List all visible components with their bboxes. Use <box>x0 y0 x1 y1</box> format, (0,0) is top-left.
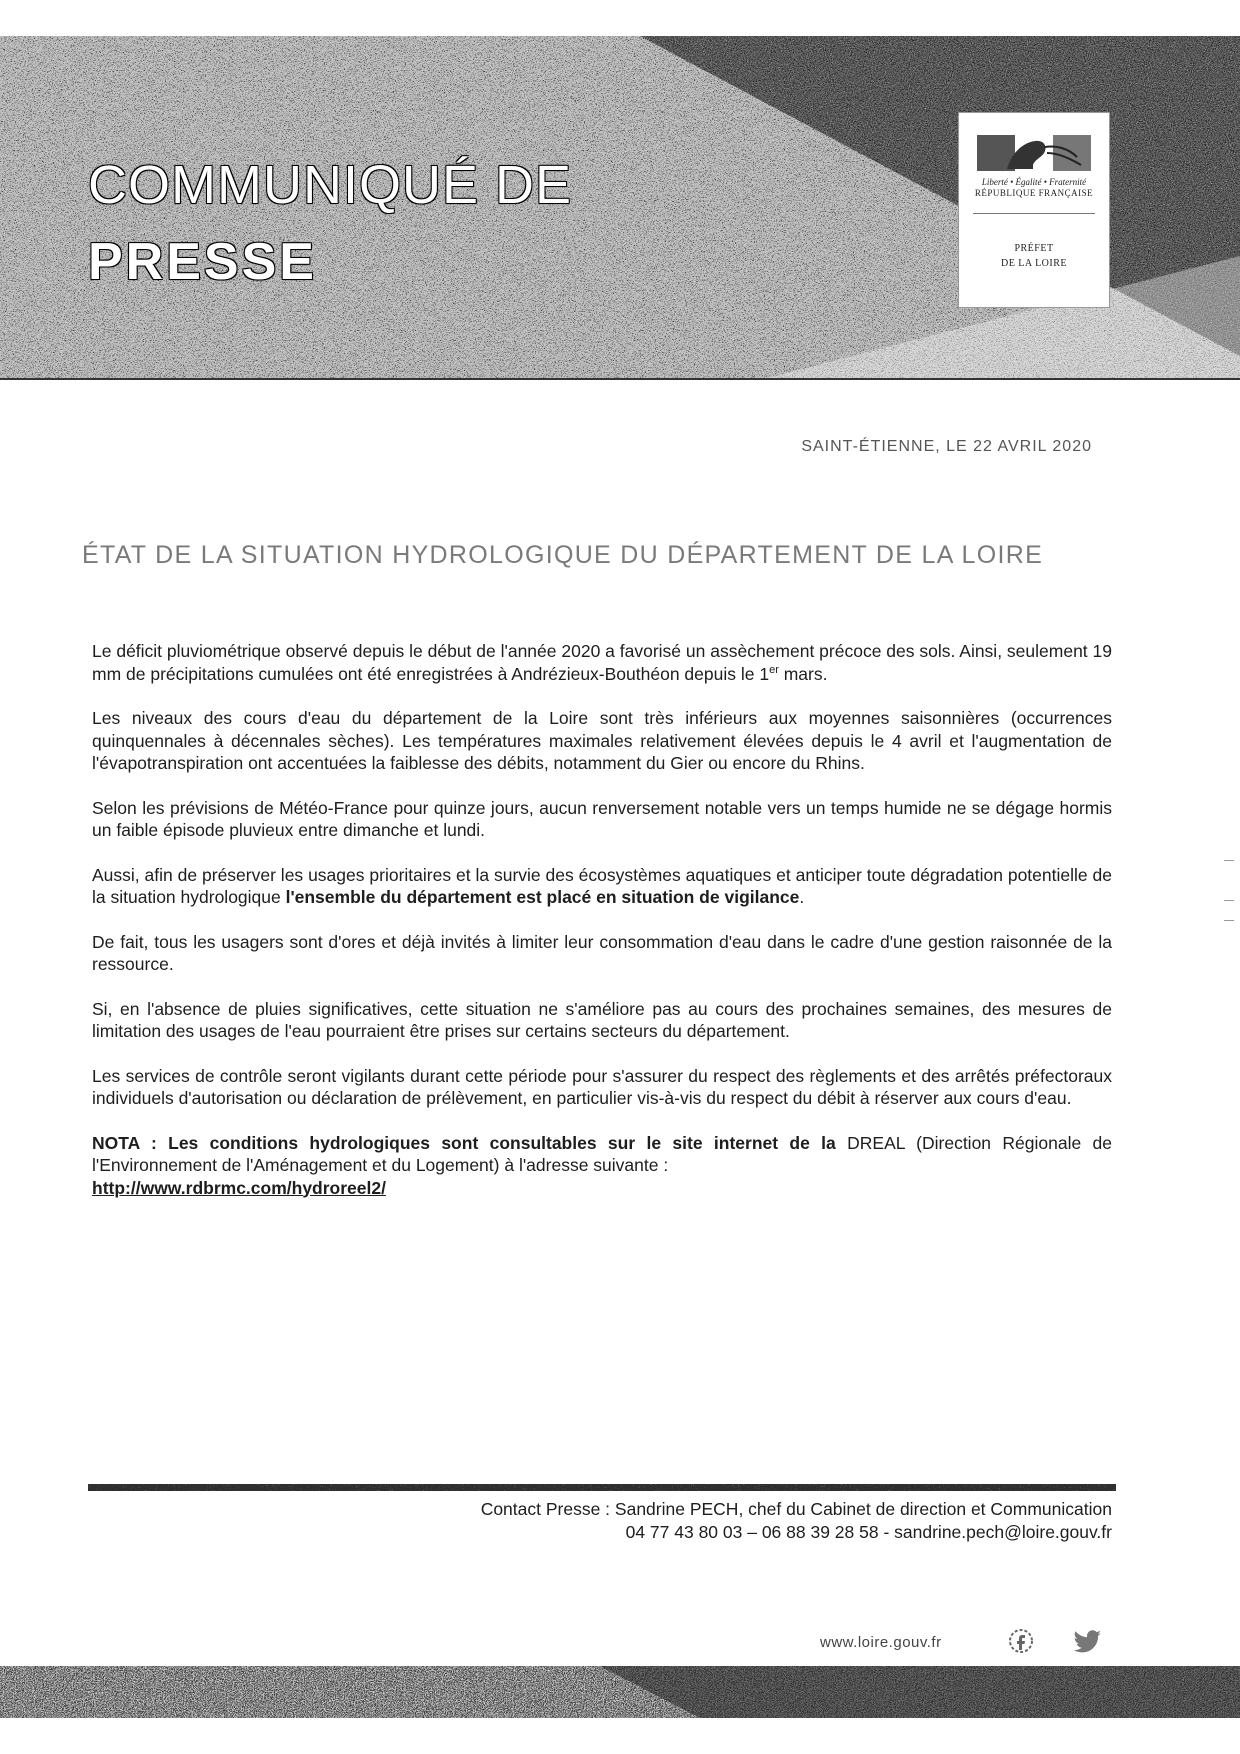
logo-prefet-line1: PRÉFET <box>1014 243 1054 254</box>
paragraph-measures: Si, en l'absence de pluies significatives, cette situation ne s'améliore pas au cours des prochaines semaines, des mesures de limitation des usages de l'eau pourraient être prises sur certains secteurs du département. <box>92 998 1112 1041</box>
paragraph-deficit <box>92 640 1112 685</box>
document-title: ÉTAT DE LA SITUATION HYDROLOGIQUE DU DÉPARTEMENT DE LA LOIRE <box>82 540 1044 569</box>
nota-heading: NOTA : Les conditions hydrologiques sont consultables sur le site internet de la <box>92 1132 836 1153</box>
prefecture-logo <box>958 112 1110 308</box>
contact-line2: 04 77 43 80 03 – 06 88 39 28 58 - sandrine.pech@loire.gouv.fr <box>625 1522 1112 1542</box>
paragraph-forecast: Selon les prévisions de Météo-France pour quinze jours, aucun renversement notable vers un temps humide ne se dégage hormis un faible épisode pluvieux entre dimanche et lundi. <box>92 797 1112 840</box>
paragraph-users: De fait, tous les usagers sont d'ores et déjà invités à limiter leur consommation d'eau dans le cadre d'une gestion raisonnée de la ressource. <box>92 931 1112 974</box>
twitter-icon[interactable] <box>1072 1630 1102 1654</box>
ordinal-superscript: er <box>769 663 779 676</box>
paragraph-vigilance-text: Aussi, afin de préserver les usages prioritaires et la survie des écosystèmes aquatiques et anticiper toute dégradation potentielle de la situation hydrologique <box>92 864 1112 907</box>
logo-prefet-line2: DE LA LOIRE <box>1000 258 1068 269</box>
contact-divider <box>88 1484 1116 1491</box>
release-date: SAINT-ÉTIENNE, LE 22 AVRIL 2020 <box>801 438 1092 455</box>
header-title-line2: PRESSE <box>88 233 317 291</box>
paragraph-deficit-text: Le déficit pluviométrique observé depuis le début de l'année 2020 a favorisé un assèchement précoce des sols. Ainsi, seulement 19 mm de précipitations cumulées ont été enregistrées à Andrézieux-Bouthéon depuis le 1 <box>92 641 1112 684</box>
scan-mark <box>1224 860 1234 861</box>
facebook-icon[interactable] <box>1008 1628 1034 1654</box>
footer-band <box>0 1666 1240 1718</box>
paragraph-levels: Les niveaux des cours d'eau du département de la Loire sont très inférieurs aux moyennes saisonnières (occurrences quinquennales à décennales sèches). Les températures maximales relativement élevées depuis le 4 avril et l'augmentation de l'évapotranspiration ont accentuées la faiblesse des débits, notamment du Gier ou encore du Rhins. <box>92 708 1112 773</box>
press-contact <box>212 1498 1112 1544</box>
hydroreel-link[interactable]: http://www.rdbrmc.com/hydroreel2/ <box>92 1177 386 1198</box>
paragraph-deficit-end: mars. <box>778 663 828 684</box>
paragraph-vigilance <box>92 864 1112 909</box>
vigilance-statement: l'ensemble du département est placé en situation de vigilance <box>285 887 800 907</box>
logo-republic: RÉPUBLIQUE FRANÇAISE <box>974 188 1094 198</box>
logo-divider <box>973 213 1095 214</box>
marianne-icon <box>977 135 1091 171</box>
contact-line1: Contact Presse : Sandrine PECH, chef du Cabinet de direction et Communication <box>480 1499 1112 1519</box>
nota-text: DREAL (Direction Régionale de l'Environnement de l'Aménagement et du Logement) à l'adresse suivante : <box>92 1132 1112 1175</box>
paragraph-controls: Les services de contrôle seront vigilants durant cette période pour s'assurer du respect des règlements et des arrêtés préfectoraux individuels d'autorisation ou déclaration de prélèvement, en particulier vis-à-vis du respect du débit à réserver aux cours d'eau. <box>92 1065 1112 1108</box>
header-title-line1: COMMUNIQUÉ DE <box>88 155 572 215</box>
header-banner <box>0 36 1240 380</box>
document-body <box>92 640 1112 1221</box>
scan-mark <box>1224 920 1234 921</box>
logo-motto: Liberté • Égalité • Fraternité <box>981 177 1087 187</box>
logo-prefet <box>959 241 1109 271</box>
footer-website-link[interactable]: www.loire.gouv.fr <box>820 1634 942 1651</box>
paragraph-nota <box>92 1132 1112 1200</box>
paragraph-vigilance-end: . <box>799 887 805 907</box>
scan-mark <box>1224 900 1234 901</box>
